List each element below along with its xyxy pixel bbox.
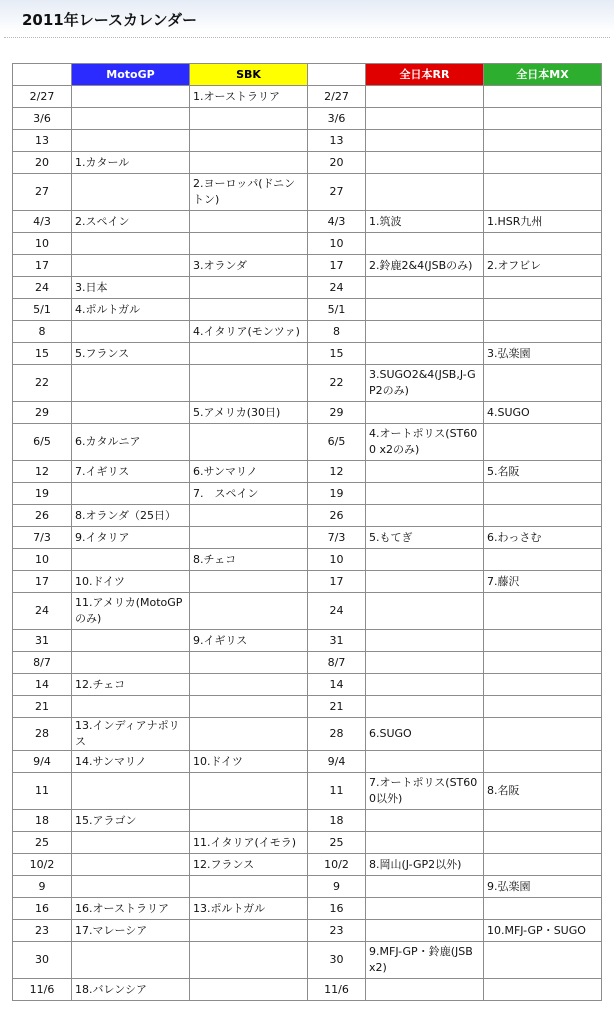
sbk-cell <box>190 652 308 674</box>
sbk-cell <box>190 108 308 130</box>
table-row <box>13 571 602 593</box>
table-row <box>13 86 602 108</box>
date-cell: 24 <box>13 277 72 299</box>
date-cell-2: 9/4 <box>308 751 366 773</box>
table-row <box>13 365 602 402</box>
all-japan-rr-cell <box>366 652 484 674</box>
all-japan-rr-cell <box>366 505 484 527</box>
date-cell-2: 24 <box>308 593 366 630</box>
table-row <box>13 233 602 255</box>
sbk-cell <box>190 942 308 979</box>
motogp-cell <box>72 652 190 674</box>
sbk-cell <box>190 211 308 233</box>
date-cell: 9/4 <box>13 751 72 773</box>
motogp-cell: 16.オーストラリア <box>72 898 190 920</box>
date-cell: 27 <box>13 174 72 211</box>
sbk-cell <box>190 233 308 255</box>
all-japan-mx-cell <box>484 630 602 652</box>
sbk-cell <box>190 527 308 549</box>
table-row <box>13 461 602 483</box>
all-japan-rr-cell <box>366 979 484 1001</box>
header-row <box>13 64 602 86</box>
table-row <box>13 876 602 898</box>
date-cell-2: 16 <box>308 898 366 920</box>
date-cell: 8/7 <box>13 652 72 674</box>
motogp-cell <box>72 255 190 277</box>
all-japan-mx-cell <box>484 365 602 402</box>
date-cell: 29 <box>13 402 72 424</box>
table-row <box>13 321 602 343</box>
sbk-cell: 6.サンマリノ <box>190 461 308 483</box>
all-japan-mx-cell <box>484 277 602 299</box>
all-japan-rr-cell: 5.もてぎ <box>366 527 484 549</box>
all-japan-mx-cell <box>484 652 602 674</box>
all-japan-rr-cell <box>366 696 484 718</box>
table-row <box>13 402 602 424</box>
motogp-cell <box>72 942 190 979</box>
date-cell-2: 29 <box>308 402 366 424</box>
motogp-cell: 4.ポルトガル <box>72 299 190 321</box>
all-japan-rr-cell <box>366 483 484 505</box>
all-japan-rr-cell <box>366 174 484 211</box>
motogp-cell: 13.インディアナポリス <box>72 718 190 751</box>
table-row <box>13 854 602 876</box>
all-japan-rr-cell <box>366 321 484 343</box>
motogp-cell: 3.日本 <box>72 277 190 299</box>
all-japan-mx-cell: 1.HSR九州 <box>484 211 602 233</box>
sbk-cell: 10.ドイツ <box>190 751 308 773</box>
all-japan-mx-cell <box>484 674 602 696</box>
date-cell-2: 18 <box>308 810 366 832</box>
all-japan-rr-cell: 1.筑波 <box>366 211 484 233</box>
date-cell-2: 10/2 <box>308 854 366 876</box>
all-japan-mx-cell <box>484 299 602 321</box>
race-calendar-table <box>12 63 602 1001</box>
date-cell: 21 <box>13 696 72 718</box>
table-row <box>13 424 602 461</box>
all-japan-mx-cell: 10.MFJ-GP・SUGO <box>484 920 602 942</box>
motogp-cell <box>72 86 190 108</box>
date-cell: 18 <box>13 810 72 832</box>
motogp-cell <box>72 832 190 854</box>
table-row <box>13 299 602 321</box>
all-japan-mx-cell <box>484 108 602 130</box>
table-body <box>13 86 602 1001</box>
date-cell: 24 <box>13 593 72 630</box>
motogp-cell: 1.カタール <box>72 152 190 174</box>
table-row <box>13 979 602 1001</box>
date-cell: 30 <box>13 942 72 979</box>
all-japan-mx-cell <box>484 483 602 505</box>
sbk-cell: 13.ポルトガル <box>190 898 308 920</box>
all-japan-mx-cell <box>484 593 602 630</box>
motogp-cell <box>72 854 190 876</box>
table-row <box>13 277 602 299</box>
title-divider <box>4 37 610 38</box>
all-japan-rr-cell <box>366 751 484 773</box>
all-japan-rr-cell <box>366 108 484 130</box>
table-row <box>13 920 602 942</box>
date-cell: 10/2 <box>13 854 72 876</box>
motogp-cell <box>72 696 190 718</box>
motogp-cell: 9.イタリア <box>72 527 190 549</box>
all-japan-mx-cell <box>484 321 602 343</box>
motogp-cell <box>72 174 190 211</box>
date-cell-2: 26 <box>308 505 366 527</box>
table-header <box>13 64 602 86</box>
sbk-cell: 12.フランス <box>190 854 308 876</box>
all-japan-mx-cell <box>484 718 602 751</box>
sbk-cell: 7. スペイン <box>190 483 308 505</box>
sbk-cell <box>190 299 308 321</box>
date-cell: 25 <box>13 832 72 854</box>
sbk-cell: 5.アメリカ(30日) <box>190 402 308 424</box>
sbk-cell <box>190 424 308 461</box>
table-row <box>13 483 602 505</box>
page-title: 2011年レースカレンダー <box>22 11 198 29</box>
date-cell-2: 22 <box>308 365 366 402</box>
all-japan-mx-cell <box>484 424 602 461</box>
table-row <box>13 773 602 810</box>
table-row <box>13 108 602 130</box>
motogp-cell <box>72 108 190 130</box>
motogp-cell: 11.アメリカ(MotoGPのみ) <box>72 593 190 630</box>
all-japan-rr-cell <box>366 299 484 321</box>
table-row <box>13 211 602 233</box>
sbk-cell <box>190 152 308 174</box>
date-cell: 10 <box>13 233 72 255</box>
date-cell: 13 <box>13 130 72 152</box>
all-japan-mx-cell: 5.名阪 <box>484 461 602 483</box>
table-row <box>13 810 602 832</box>
motogp-cell <box>72 233 190 255</box>
motogp-cell <box>72 630 190 652</box>
date-cell-2: 10 <box>308 233 366 255</box>
header-motogp: MotoGP <box>72 64 190 86</box>
header-date <box>13 64 72 86</box>
header-all-japan-rr: 全日本RR <box>366 64 484 86</box>
date-cell: 11/6 <box>13 979 72 1001</box>
date-cell-2: 8/7 <box>308 652 366 674</box>
date-cell-2: 30 <box>308 942 366 979</box>
all-japan-mx-cell: 3.弘楽園 <box>484 343 602 365</box>
date-cell-2: 25 <box>308 832 366 854</box>
date-cell: 8 <box>13 321 72 343</box>
all-japan-rr-cell: 7.オートポリス(ST600以外) <box>366 773 484 810</box>
date-cell-2: 17 <box>308 255 366 277</box>
date-cell-2: 23 <box>308 920 366 942</box>
all-japan-rr-cell <box>366 461 484 483</box>
table-row <box>13 751 602 773</box>
table-row <box>13 130 602 152</box>
all-japan-rr-cell <box>366 832 484 854</box>
sbk-cell: 4.イタリア(モンツァ) <box>190 321 308 343</box>
all-japan-rr-cell: 4.オートポリス(ST600 x2のみ) <box>366 424 484 461</box>
motogp-cell: 6.カタルニア <box>72 424 190 461</box>
all-japan-mx-cell <box>484 751 602 773</box>
date-cell-2: 6/5 <box>308 424 366 461</box>
all-japan-mx-cell <box>484 979 602 1001</box>
date-cell: 23 <box>13 920 72 942</box>
all-japan-mx-cell <box>484 130 602 152</box>
motogp-cell <box>72 876 190 898</box>
date-cell: 22 <box>13 365 72 402</box>
sbk-cell <box>190 505 308 527</box>
sbk-cell <box>190 773 308 810</box>
date-cell: 4/3 <box>13 211 72 233</box>
date-cell-2: 12 <box>308 461 366 483</box>
motogp-cell <box>72 549 190 571</box>
sbk-cell: 3.オランダ <box>190 255 308 277</box>
date-cell-2: 27 <box>308 174 366 211</box>
all-japan-mx-cell <box>484 942 602 979</box>
sbk-cell <box>190 674 308 696</box>
motogp-cell: 2.スペイン <box>72 211 190 233</box>
all-japan-rr-cell <box>366 130 484 152</box>
all-japan-rr-cell <box>366 549 484 571</box>
all-japan-mx-cell <box>484 152 602 174</box>
date-cell: 16 <box>13 898 72 920</box>
date-cell: 9 <box>13 876 72 898</box>
date-cell-2: 10 <box>308 549 366 571</box>
date-cell: 31 <box>13 630 72 652</box>
date-cell-2: 3/6 <box>308 108 366 130</box>
sbk-cell <box>190 718 308 751</box>
date-cell: 14 <box>13 674 72 696</box>
all-japan-mx-cell <box>484 832 602 854</box>
date-cell-2: 28 <box>308 718 366 751</box>
table-row <box>13 832 602 854</box>
motogp-cell: 14.サンマリノ <box>72 751 190 773</box>
all-japan-rr-cell: 9.MFJ-GP・鈴鹿(JSB x2) <box>366 942 484 979</box>
date-cell: 17 <box>13 571 72 593</box>
date-cell-2: 15 <box>308 343 366 365</box>
all-japan-mx-cell: 7.藤沢 <box>484 571 602 593</box>
date-cell: 2/27 <box>13 86 72 108</box>
table-row <box>13 718 602 751</box>
header-date-2 <box>308 64 366 86</box>
sbk-cell: 1.オーストラリア <box>190 86 308 108</box>
sbk-cell <box>190 810 308 832</box>
motogp-cell: 7.イギリス <box>72 461 190 483</box>
all-japan-mx-cell <box>484 86 602 108</box>
date-cell-2: 9 <box>308 876 366 898</box>
date-cell: 10 <box>13 549 72 571</box>
all-japan-rr-cell <box>366 593 484 630</box>
date-cell-2: 14 <box>308 674 366 696</box>
all-japan-rr-cell <box>366 86 484 108</box>
table-row <box>13 593 602 630</box>
all-japan-rr-cell <box>366 571 484 593</box>
date-cell: 19 <box>13 483 72 505</box>
all-japan-mx-cell <box>484 505 602 527</box>
motogp-cell: 5.フランス <box>72 343 190 365</box>
date-cell: 7/3 <box>13 527 72 549</box>
all-japan-rr-cell <box>366 810 484 832</box>
all-japan-rr-cell <box>366 674 484 696</box>
date-cell: 12 <box>13 461 72 483</box>
date-cell-2: 4/3 <box>308 211 366 233</box>
all-japan-mx-cell <box>484 549 602 571</box>
all-japan-rr-cell <box>366 233 484 255</box>
all-japan-mx-cell: 9.弘楽園 <box>484 876 602 898</box>
motogp-cell <box>72 483 190 505</box>
header-sbk: SBK <box>190 64 308 86</box>
table-row <box>13 255 602 277</box>
date-cell-2: 2/27 <box>308 86 366 108</box>
date-cell-2: 11/6 <box>308 979 366 1001</box>
motogp-cell: 18.バレンシア <box>72 979 190 1001</box>
date-cell: 11 <box>13 773 72 810</box>
date-cell-2: 17 <box>308 571 366 593</box>
all-japan-mx-cell: 4.SUGO <box>484 402 602 424</box>
all-japan-rr-cell: 2.鈴鹿2&4(JSBのみ) <box>366 255 484 277</box>
all-japan-rr-cell: 3.SUGO2&4(JSB,J-GP2のみ) <box>366 365 484 402</box>
sbk-cell: 8.チェコ <box>190 549 308 571</box>
motogp-cell <box>72 321 190 343</box>
table-row <box>13 152 602 174</box>
motogp-cell: 15.アラゴン <box>72 810 190 832</box>
all-japan-rr-cell <box>366 630 484 652</box>
all-japan-mx-cell <box>484 174 602 211</box>
sbk-cell <box>190 593 308 630</box>
sbk-cell <box>190 696 308 718</box>
sbk-cell <box>190 130 308 152</box>
all-japan-rr-cell <box>366 343 484 365</box>
all-japan-rr-cell <box>366 898 484 920</box>
date-cell: 26 <box>13 505 72 527</box>
date-cell: 6/5 <box>13 424 72 461</box>
header-all-japan-mx: 全日本MX <box>484 64 602 86</box>
table-row <box>13 674 602 696</box>
motogp-cell: 17.マレーシア <box>72 920 190 942</box>
motogp-cell: 12.チェコ <box>72 674 190 696</box>
all-japan-rr-cell <box>366 920 484 942</box>
table-row <box>13 942 602 979</box>
table-row <box>13 174 602 211</box>
all-japan-rr-cell <box>366 876 484 898</box>
motogp-cell: 8.オランダ（25日） <box>72 505 190 527</box>
date-cell-2: 21 <box>308 696 366 718</box>
sbk-cell <box>190 365 308 402</box>
date-cell-2: 20 <box>308 152 366 174</box>
all-japan-rr-cell <box>366 277 484 299</box>
table-row <box>13 505 602 527</box>
date-cell-2: 31 <box>308 630 366 652</box>
date-cell-2: 19 <box>308 483 366 505</box>
date-cell: 17 <box>13 255 72 277</box>
sbk-cell: 9.イギリス <box>190 630 308 652</box>
table-row <box>13 898 602 920</box>
motogp-cell <box>72 365 190 402</box>
all-japan-rr-cell <box>366 152 484 174</box>
all-japan-mx-cell <box>484 810 602 832</box>
sbk-cell <box>190 571 308 593</box>
all-japan-rr-cell: 6.SUGO <box>366 718 484 751</box>
date-cell-2: 5/1 <box>308 299 366 321</box>
table-row <box>13 652 602 674</box>
date-cell-2: 8 <box>308 321 366 343</box>
all-japan-mx-cell: 6.わっさむ <box>484 527 602 549</box>
all-japan-mx-cell: 8.名阪 <box>484 773 602 810</box>
motogp-cell <box>72 402 190 424</box>
date-cell: 20 <box>13 152 72 174</box>
all-japan-rr-cell: 8.岡山(J-GP2以外) <box>366 854 484 876</box>
sbk-cell: 2.ヨーロッパ(ドニントン) <box>190 174 308 211</box>
date-cell: 5/1 <box>13 299 72 321</box>
date-cell: 28 <box>13 718 72 751</box>
motogp-cell <box>72 773 190 810</box>
table-row <box>13 549 602 571</box>
table-row <box>13 630 602 652</box>
sbk-cell <box>190 277 308 299</box>
all-japan-mx-cell: 2.オフビレ <box>484 255 602 277</box>
sbk-cell <box>190 920 308 942</box>
sbk-cell <box>190 343 308 365</box>
date-cell-2: 13 <box>308 130 366 152</box>
table-row <box>13 527 602 549</box>
sbk-cell <box>190 876 308 898</box>
sbk-cell <box>190 979 308 1001</box>
motogp-cell: 10.ドイツ <box>72 571 190 593</box>
date-cell-2: 7/3 <box>308 527 366 549</box>
date-cell: 3/6 <box>13 108 72 130</box>
all-japan-mx-cell <box>484 233 602 255</box>
motogp-cell <box>72 130 190 152</box>
all-japan-rr-cell <box>366 402 484 424</box>
all-japan-mx-cell <box>484 696 602 718</box>
all-japan-mx-cell <box>484 898 602 920</box>
table-row <box>13 343 602 365</box>
all-japan-mx-cell <box>484 854 602 876</box>
sbk-cell: 11.イタリア(イモラ) <box>190 832 308 854</box>
date-cell: 15 <box>13 343 72 365</box>
table-row <box>13 696 602 718</box>
date-cell-2: 11 <box>308 773 366 810</box>
date-cell-2: 24 <box>308 277 366 299</box>
